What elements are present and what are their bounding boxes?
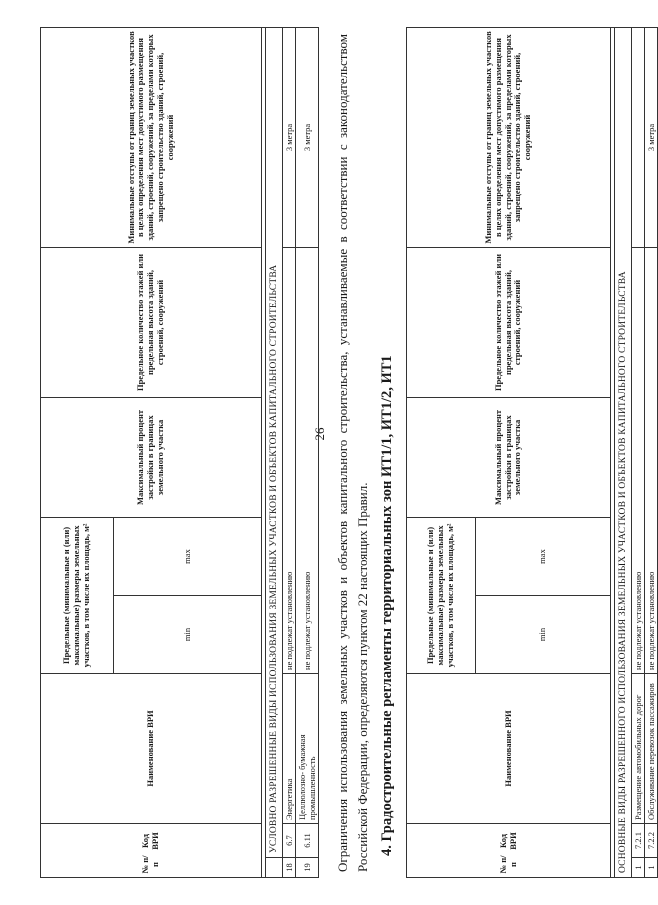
row-sizes: не подлежат установлению [632,247,645,673]
header-max: max [476,517,611,595]
section-heading: 4. Градостроительные регламенты территориальных зон ИТ1/1, ИТ1/2, ИТ1 [379,354,395,856]
row-name: Обслуживание перевозок пассажиров [645,673,658,823]
table-row [632,27,645,877]
header-num: № п/п [497,855,518,873]
regulations-table-1 [40,26,319,877]
table-row [283,27,296,877]
header-setbacks: Минимальные отступы от границ земельных участков в целях определения мест допустимого размещения зданий, строений, сооружений, за пределами которых запрещено строительство зданий, строений, сооружений [407,27,611,247]
restrictions-paragraph: Ограничения использования земельных участков и объектов капитального строительства, устанавливаемые в соответствии с законодательством Российской Федерации, определяются пунктом 22 настоящих Правил. [335,33,370,872]
header-name: Наименование ВРИ [41,673,262,823]
header-code: Код ВРИ [140,831,160,850]
header-name: Наименование ВРИ [407,673,611,823]
table-row [645,27,658,877]
row-num: 1 [632,857,645,877]
row-name: Энергетика [283,673,296,823]
header-floors: Предельное количество этажей или предельная высота зданий, строений, сооружений [41,247,262,397]
header-min: min [114,595,262,673]
row-sizes: не подлежат установлению [283,247,296,673]
table-row [296,27,319,877]
row-num: 18 [283,857,296,877]
row-sizes: не подлежат установлению [645,247,658,673]
header-setbacks: Минимальные отступы от границ земельных участков в целях определения мест допустимого размещения зданий, строений, сооружений, за пределами которых запрещено строительство зданий, строений, сооружений [41,27,262,247]
page-number: 26 [312,427,327,441]
header-num: № п/п [140,855,160,873]
row-num: 1 [645,857,658,877]
section-title-main: ОСНОВНЫЕ ВИДЫ РАЗРЕШЕННОГО ИСПОЛЬЗОВАНИЯ ЗЕМЕЛЬНЫХ УЧАСТКОВ И ОБЪЕКТОВ КАПИТАЛЬНОГО СТРОИТЕЛЬСТВА [615,27,632,877]
row-name: Размещение автомобильных дорог [632,673,645,823]
row-name: Целлюлозно- бумажная промышленность [296,673,319,823]
row-num: 19 [296,857,319,877]
regulations-table-2 [406,26,658,877]
header-sizes: Предельные (минимальные и (или) максимальные) размеры земельных участков, в том числе их площадь, м² [41,517,114,673]
header-code: Код ВРИ [497,831,518,850]
row-setback: 3 метра [645,27,658,247]
header-min: min [476,595,611,673]
section-title-conditional: УСЛОВНО РАЗРЕШЕННЫЕ ВИДЫ ИСПОЛЬЗОВАНИЯ ЗЕМЕЛЬНЫХ УЧАСТКОВ И ОБЪЕКТОВ КАПИТАЛЬНОГО СТРОИТЕЛЬСТВА [266,27,283,857]
row-code: 7.2.2 [645,823,658,857]
rotated-page-content [40,28,656,878]
row-setback: 3 метра [283,27,296,247]
row-code: 6.11 [296,823,319,857]
header-sizes: Предельные (минимальные и (или) максимальные) размеры земельных участков, в том числе их площадь, м² [407,517,476,673]
header-max: max [114,517,262,595]
header-percent: Максимальный процент застройки в границах земельного участка [407,397,611,517]
row-code: 6.7 [283,823,296,857]
header-num-cell [407,823,611,877]
row-code: 7.2.1 [632,823,645,857]
header-num-cell [41,823,262,877]
header-percent: Максимальный процент застройки в границах земельного участка [41,397,262,517]
header-floors: Предельное количество этажей или предельная высота зданий, строений, сооружений [407,247,611,397]
row-sizes: не подлежат установлению [296,247,319,673]
row-setback: 3 метра [296,27,319,247]
row-setback [632,27,645,247]
